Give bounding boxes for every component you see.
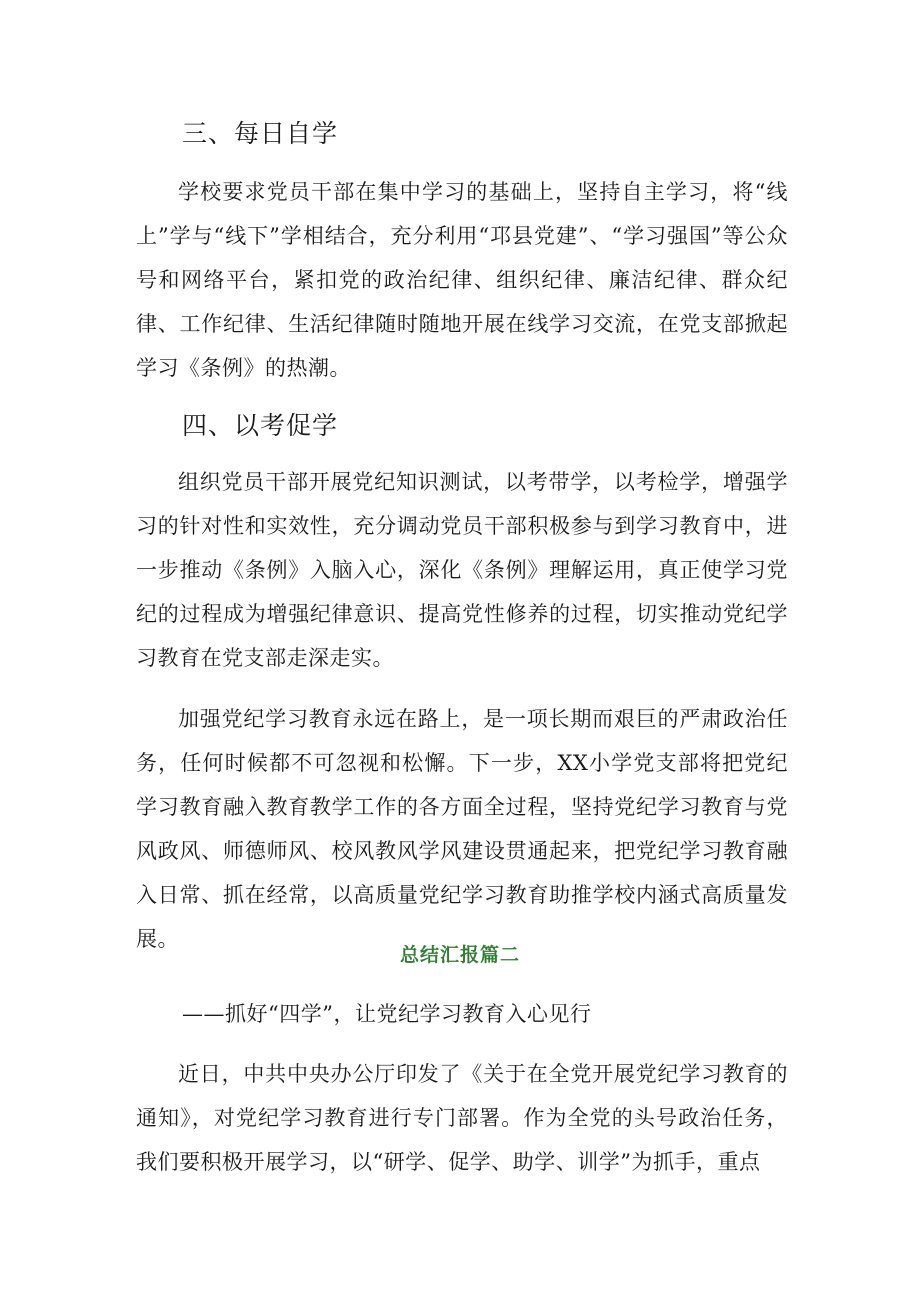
part-two-paragraph: 近日，中共中央办公厅印发了《关于在全党开展党纪学习教育的通知》，对党纪学习教育进行专门部署。作为全党的头号政治任务，我们要积极开展学习，以“研学、促学、助学、训学”为抓手，重点 [136, 1062, 788, 1174]
section-paragraph-daily-self-study: 学校要求党员干部在集中学习的基础上，坚持自主学习，将“线上”学与“线下”学相结合，充分利用“邛县党建”、“学习强国”等公众号和网络平台，紧扣党的政治纪律、组织纪律、廉洁纪律、群众纪律、工作纪律、生活纪律随时随地开展在线学习交流，在党支部掀起学习《条例》的热潮。 [136, 180, 788, 380]
part-two-title: 总结汇报篇二 [399, 944, 520, 966]
section-heading-exam-promotes-study: 四、以考促学 [182, 411, 339, 440]
section-paragraph-exam-promotes-study: 组织党员干部开展党纪知识测试，以考带学，以考检学，增强学习的针对性和实效性，充分调动党员干部积极参与到学习教育中，进一步推动《条例》入脑入心，深化《条例》理解运用，真正使学习党纪的过程成为增强纪律意识、提高党性修养的过程，切实推动党纪学习教育在党支部走深走实。 [136, 470, 788, 670]
part-two-subtitle: ——抓好“四学”，让党纪学习教育入心见行 [182, 1002, 592, 1026]
closing-paragraph: 加强党纪学习教育永远在路上，是一项长期而艰巨的严肃政治任务，任何时候都不可忽视和松懈。下一步，XX小学党支部将把党纪学习教育融入教育教学工作的各方面全过程，坚持党纪学习教育与党风政风、师德师风、校风教风学风建设贯通起来，把党纪学习教育融入日常、抓在经常，以高质量党纪学习教育助推学校内涵式高质量发展。 [136, 707, 788, 951]
section-heading-daily-self-study: 三、每日自学 [182, 119, 339, 148]
